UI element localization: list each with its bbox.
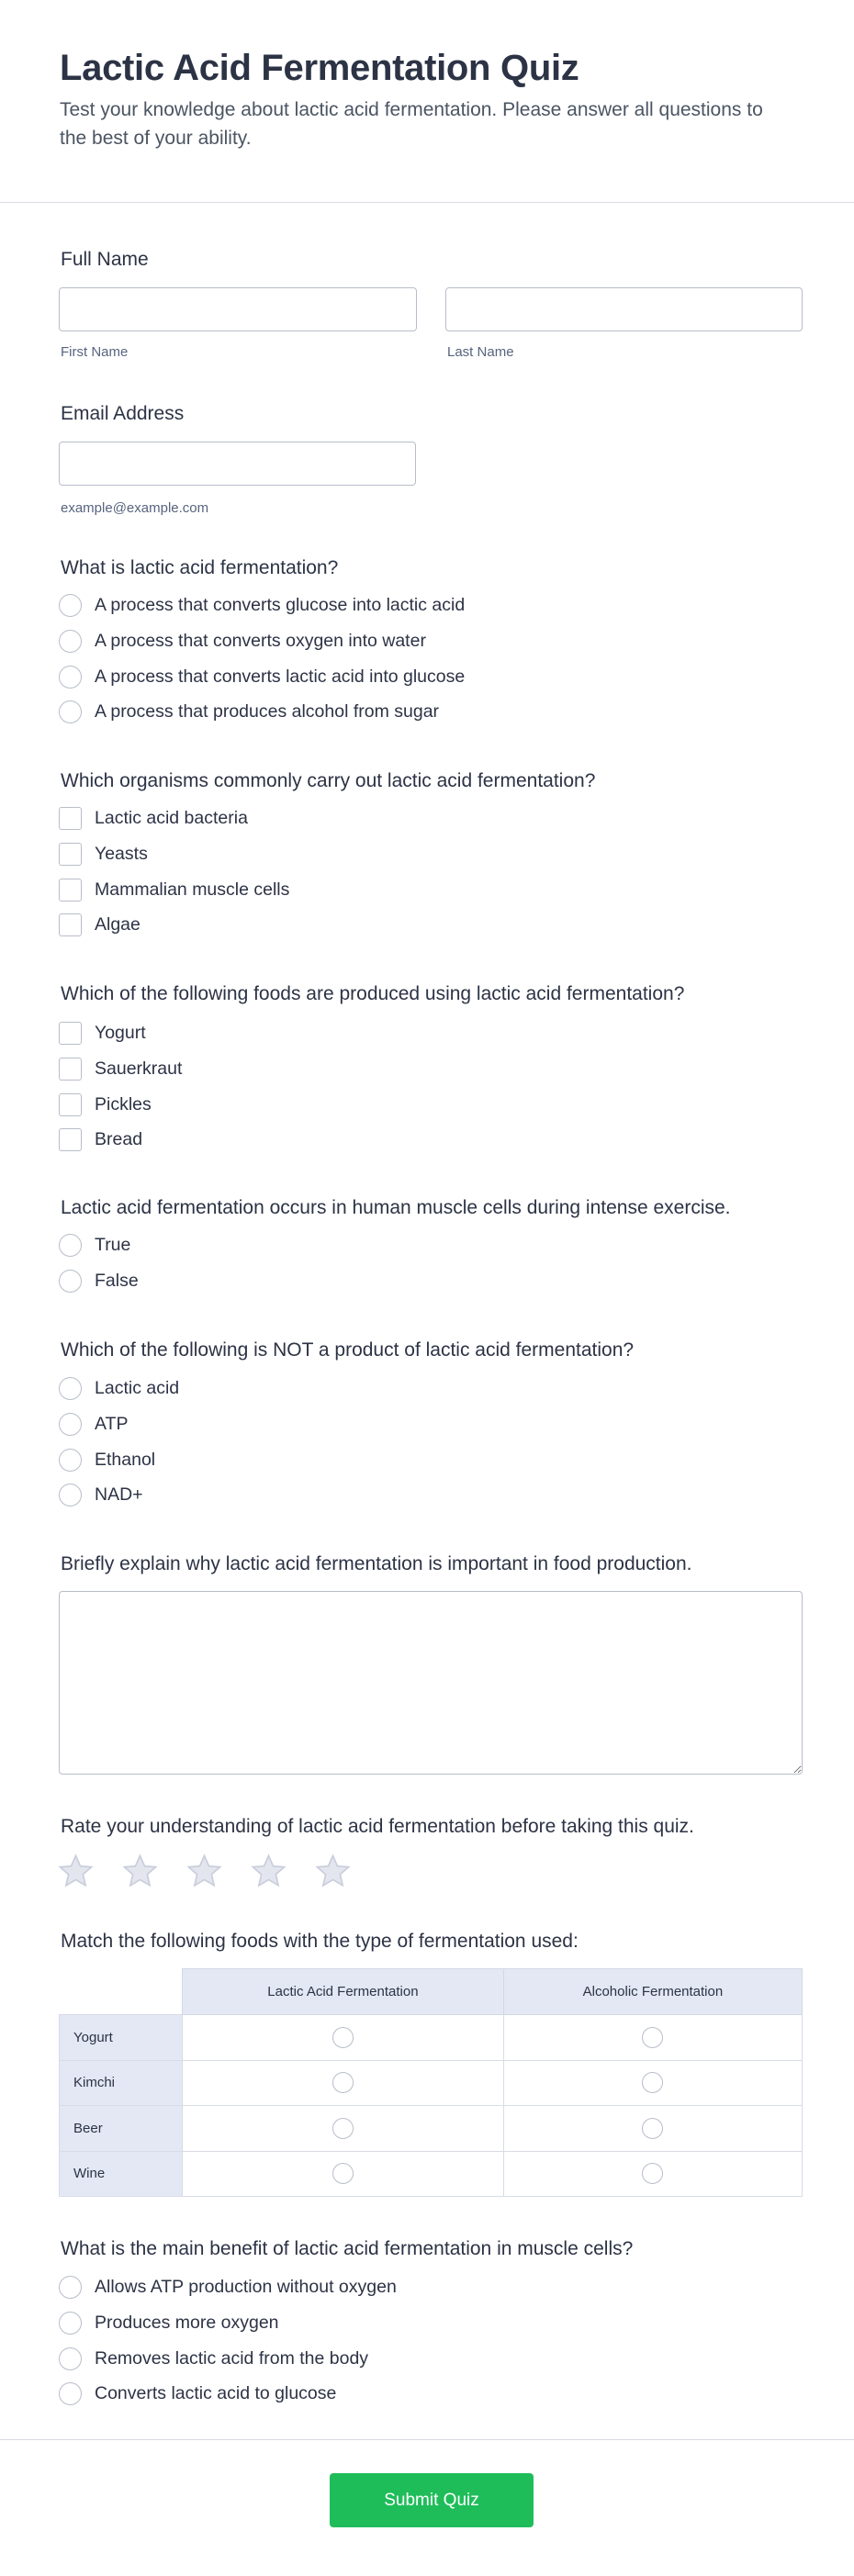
q8-label: Match the following foods with the type of fermentation used: [61,1931,579,1952]
option-label: NAD+ [95,1484,143,1506]
q2-option[interactable] [59,913,140,936]
page-description: Test your knowledge about lactic acid fermentation. Please answer all questions to the best of your ability. [60,99,763,149]
q9-label: What is the main benefit of lactic acid fermentation in muscle cells? [61,2238,634,2259]
matrix-row [60,2060,803,2106]
q2-option[interactable] [59,843,148,866]
matrix-radio[interactable] [642,2027,663,2048]
option-label: Mammalian muscle cells [95,879,290,900]
q3-option[interactable] [59,1093,152,1116]
matrix-cell [503,2060,802,2106]
matrix-row-label: Beer [60,2106,183,2152]
q9-option[interactable] [59,2382,336,2405]
star-rating[interactable] [57,1853,352,1890]
option-label: Bread [95,1129,143,1150]
q1-label: What is lactic acid fermentation? [61,557,339,578]
matrix-column-header: Lactic Acid Fermentation [183,1969,504,2015]
matrix-radio[interactable] [332,2118,354,2139]
option-label: Pickles [95,1093,152,1114]
q5-option[interactable] [59,1377,179,1400]
q3-option[interactable] [59,1128,142,1151]
radio-button[interactable] [59,2312,82,2335]
matrix-cell [503,2106,802,2152]
q3-option[interactable] [59,1022,146,1045]
q1-option[interactable] [59,594,465,617]
radio-button[interactable] [59,1413,82,1436]
first-name-input[interactable] [59,287,417,331]
email-sublabel: example@example.com [61,500,209,516]
q3-label: Which of the following foods are produced using lactic acid fermentation? [61,983,685,1004]
q7-label: Rate your understanding of lactic acid fermentation before taking this quiz. [61,1816,694,1837]
q5-option[interactable] [59,1484,143,1506]
radio-button[interactable] [59,1377,82,1400]
q4-option[interactable] [59,1234,130,1257]
q5-option[interactable] [59,1449,155,1472]
star-icon[interactable] [185,1853,223,1890]
divider [0,202,854,203]
checkbox[interactable] [59,807,82,830]
option-label: Lactic acid [95,1378,180,1398]
star-icon[interactable] [121,1853,159,1890]
matrix-column-header: Alcoholic Fermentation [503,1969,802,2015]
q9-option[interactable] [59,2312,279,2335]
checkbox[interactable] [59,879,82,902]
email-input[interactable] [59,442,416,486]
option-label: Produces more oxygen [95,2312,279,2333]
option-label: False [95,1270,139,1291]
checkbox[interactable] [59,1128,82,1151]
matrix-row [60,2106,803,2152]
q1-option[interactable] [59,630,426,653]
matrix-row [60,2015,803,2061]
matrix-row-label: Wine [60,2151,183,2197]
email-label: Email Address [61,403,185,424]
option-label: Allows ATP production without oxygen [95,2277,397,2297]
footer-divider [0,2439,854,2440]
star-icon[interactable] [57,1853,95,1890]
option-label: Ethanol [95,1449,156,1470]
radio-button[interactable] [59,594,82,617]
option-label: Converts lactic acid to glucose [95,2383,337,2404]
checkbox[interactable] [59,1022,82,1045]
q9-option[interactable] [59,2276,397,2299]
q1-option[interactable] [59,700,439,723]
full-name-label: Full Name [61,249,149,270]
option-label: ATP [95,1413,129,1434]
matrix-corner [60,1969,183,2015]
checkbox[interactable] [59,843,82,866]
star-icon[interactable] [314,1853,352,1890]
radio-button[interactable] [59,630,82,653]
matrix-row-label: Yogurt [60,2015,183,2061]
submit-button[interactable]: Submit Quiz [330,2473,534,2527]
option-label: Sauerkraut [95,1058,183,1079]
page-title: Lactic Acid Fermentation Quiz [60,48,579,88]
option-label: Algae [95,914,140,935]
option-label: Yogurt [95,1023,146,1043]
matrix-radio[interactable] [642,2118,663,2139]
radio-button[interactable] [59,1484,82,1506]
q4-option[interactable] [59,1270,139,1293]
explanation-textarea[interactable] [59,1591,803,1775]
q4-label: Lactic acid fermentation occurs in human muscle cells during intense exercise. [61,1197,731,1218]
option-label: A process that converts lactic acid into glucose [95,666,466,687]
radio-button[interactable] [59,2347,82,2370]
q9-option[interactable] [59,2347,368,2370]
option-label: Yeasts [95,843,148,864]
matrix-cell [183,2106,504,2152]
matrix-cell [503,2151,802,2197]
option-label: A process that produces alcohol from sugar [95,701,440,722]
matrix-radio[interactable] [332,2027,354,2048]
first-name-sublabel: First Name [61,344,129,360]
option-label: A process that converts oxygen into water [95,630,426,651]
last-name-sublabel: Last Name [447,344,514,360]
radio-button[interactable] [59,666,82,689]
matrix-row-label: Kimchi [60,2060,183,2106]
radio-button[interactable] [59,700,82,723]
q5-option[interactable] [59,1413,128,1436]
star-icon[interactable] [250,1853,287,1890]
matrix-cell [183,2060,504,2106]
matrix-radio[interactable] [642,2072,663,2093]
q6-label: Briefly explain why lactic acid fermentation is important in food production. [61,1553,692,1574]
matrix-row [60,2151,803,2197]
q3-option[interactable] [59,1058,182,1081]
radio-button[interactable] [59,2382,82,2405]
checkbox[interactable] [59,1093,82,1116]
matrix-cell [503,2015,802,2061]
matrix-cell [183,2015,504,2061]
radio-button[interactable] [59,1449,82,1472]
checkbox[interactable] [59,1058,82,1081]
option-label: A process that converts glucose into lactic acid [95,595,466,615]
radio-button[interactable] [59,1234,82,1257]
option-label: True [95,1235,131,1255]
q5-label: Which of the following is NOT a product of lactic acid fermentation? [61,1339,635,1361]
q2-option[interactable] [59,807,248,830]
q2-label: Which organisms commonly carry out lactic acid fermentation? [61,770,596,791]
matrix-radio[interactable] [332,2072,354,2093]
matrix-cell [183,2151,504,2197]
matrix-radio[interactable] [642,2163,663,2184]
option-label: Lactic acid bacteria [95,808,248,828]
q1-option[interactable] [59,666,465,689]
radio-button[interactable] [59,1270,82,1293]
checkbox[interactable] [59,913,82,936]
option-label: Removes lactic acid from the body [95,2347,369,2369]
radio-button[interactable] [59,2276,82,2299]
matrix-table [59,1968,803,2197]
matrix-radio[interactable] [332,2163,354,2184]
q2-option[interactable] [59,879,289,902]
last-name-input[interactable] [445,287,803,331]
